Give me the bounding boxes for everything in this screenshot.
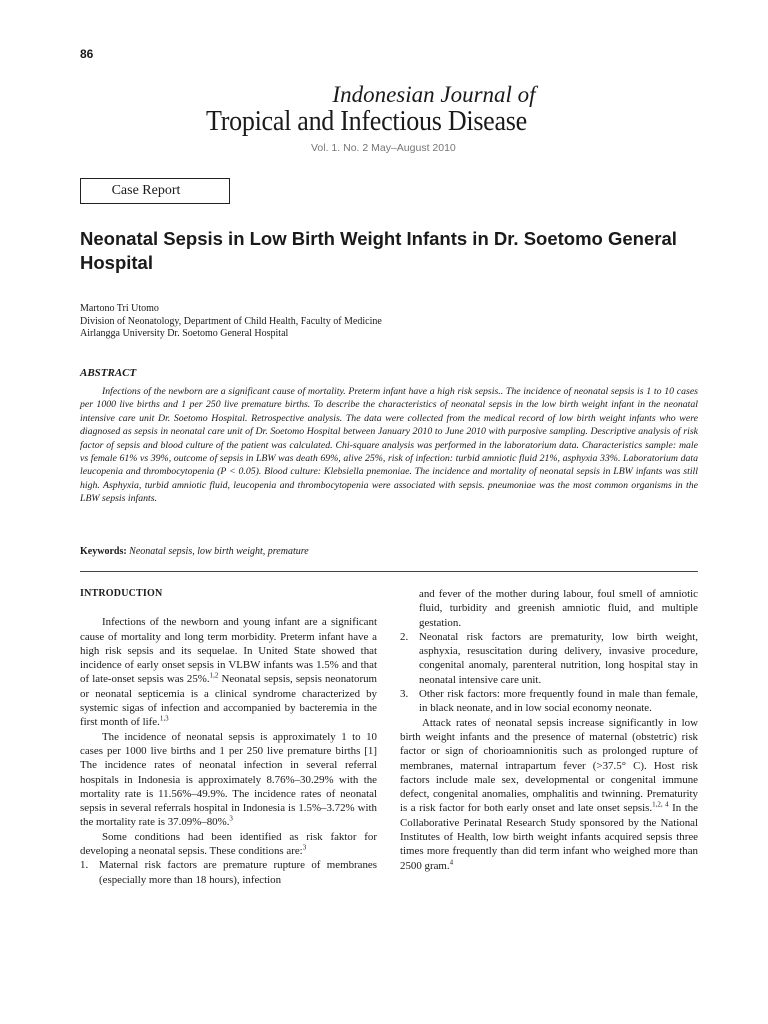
list-item-3 xyxy=(400,687,698,716)
keywords-line xyxy=(80,546,700,557)
list-item-text: Other risk factors: more frequently found in male than female, in black neonate, and in low social economy neonate. xyxy=(419,688,698,715)
affiliation-line-1: Division of Neonatology, Department of Child Health, Faculty of Medicine xyxy=(80,315,382,327)
article-title: Neonatal Sepsis in Low Birth Weight Infants in Dr. Soetomo General Hospital xyxy=(80,228,677,273)
left-column xyxy=(80,587,377,887)
citation-sup: 1,2, 4 xyxy=(652,800,669,809)
list-item-number: 2. xyxy=(400,630,409,643)
list-item-1 xyxy=(80,858,377,887)
list-item-1-continued: and fever of the mother during labour, foul smell of amniotic fluid, turbidity and greenish amniotic fluid, and multiple gestation. xyxy=(419,588,698,629)
body-paragraph-4: Attack rates of neonatal sepsis increase significantly in low birth weight infants and the presence of maternal (obstetric) risk factor or sign of chorioamnionitis such as prolonged rupture of membranes, maternal intrapartum fever (>37.5° C). Host risk factors include male sex, developmental or congenital immune defect, congenital anomalies, omphalitis and twinning. Prematurity is a risk factor for both early onset and late onset sepsis.$^{1,2, 4}$ In the Collaborative Perinatal Research Study sponsored by the National Institutes of Health, low birth weight infants acquired sepsis three times more frequently than did term infant who weighed more than 2500 gram.$^4$ xyxy=(400,716,699,872)
keywords-label: Keywords: xyxy=(80,546,127,557)
author-name: Martono Tri Utomo xyxy=(80,303,159,314)
list-item-number: 1. xyxy=(80,859,89,872)
citation-sup: 4 xyxy=(449,858,454,867)
abstract-heading: ABSTRACT xyxy=(80,367,137,379)
intro-paragraph-3: Some conditions had been identified as risk faktor for developing a neonatal sepsis. These conditions are:$^3$ xyxy=(80,830,377,858)
article-type-label: Case Report xyxy=(111,183,181,198)
abstract-text: Infections of the newborn are a significant cause of mortality. Preterm infant have a high risk sepsis.. The incidence of neonatal sepsis is 1 to 10 cases per 1000 live births and 1 per 250 live premature births. To describe the characteristics of neonatal sepsis in the low birth weight infant in the neonatal intensive care unit Dr. Soetomo Hospital. Retrospective analysis. The data were collected from the medical record of low birth weight infants who were diagnosed as sepsis in neonatal care unit of Dr. Soetomo Hospital between January 2010 to June 2010 with purposive sampling. Descriptive analysis of risk factor of sepsis and blood culture of the patient was calculated. Chi-square analysis was performed in the laboratorium data. Characteristics sample: male vs female 61% vs 39%, outcome of sepsis in LBW was death 69%, alive 25%, risk of infection: turbid amniotic fluid 21%, asphyxia 33%. Laboratorium data leucopenia and thrombocytopenia (P < 0.05). Blood culture: Klebsiella pnemoniae. The incidence and mortality of neonatal sepsis in LBW infants was still high. Asphyxia, turbid amniotic fluid, leucopenia and thrombocytopenia were associated with sepsis. pneumoniae was the most common organisms in the LBW sepsis infants. xyxy=(80,386,698,505)
section-heading-introduction: INTRODUCTION xyxy=(80,588,163,599)
article-type-box xyxy=(80,178,230,204)
list-item-text: Maternal risk factors are premature rupture of membranes (especially more than 18 hours), infection xyxy=(99,859,377,886)
affiliation-line-2: Airlangga University Dr. Soetomo General Hospital xyxy=(80,328,289,339)
section-divider xyxy=(80,571,698,572)
list-item-number: 3. xyxy=(400,688,409,701)
right-column xyxy=(400,587,698,873)
citation-sup: 3 xyxy=(302,843,307,852)
list-item-2 xyxy=(400,630,698,687)
journal-name-line1: Indonesian Journal of xyxy=(332,82,536,107)
intro-paragraph-1: Infections of the newborn and young infant are a significant cause of mortality and long term morbidity. Preterm infant have a high risk sepsis and its sequelae. In United State showed that incidence of early onset sepsis in VLBW infants was 1.5% and that of late-onset sepsis was 25%.$^{1,2}$ Neonatal sepsis, sepsis neonatorum or neonatal septicemia is a clinical syndrome characterized by systemic sigas of infection and accompanied by bacteremia in the first month of life.$^{1,3}$ xyxy=(80,616,377,729)
citation-sup: 1,3 xyxy=(159,714,169,723)
author-block xyxy=(80,303,680,341)
journal-name-line2: Tropical and Infectious Disease xyxy=(206,106,527,137)
journal-volume: Vol. 1. No. 2 May–August 2010 xyxy=(311,142,456,154)
citation-sup: 1,2 xyxy=(209,671,219,680)
intro-paragraph-2: The incidence of neonatal sepsis is approximately 1 to 10 cases per 1000 live births and 1 per 250 live premature births [1] The incidence rates of neonatal infection in several referral hospitals in Indonesia is approximately 8.76%–30.29% with the mortality rate is 11.56%–49.9%. The incidence rates of neonatal sepsis in several referrals hospital in Indonesia is 1.5%–3.72% with the mortality rate is 37.09%–80%.$^3$ xyxy=(80,730,377,829)
page-number: 86 xyxy=(80,47,94,61)
citation-sup: 3 xyxy=(229,814,233,823)
list-item-text: Neonatal risk factors are prematurity, low birth weight, asphyxia, resuscitation during delivery, invasive procedure, congenital anomaly, parenteral nutrition, long hospital stay in neonatal intensive care unit. xyxy=(419,630,698,686)
keywords-value: Neonatal sepsis, low birth weight, premature xyxy=(126,546,309,557)
